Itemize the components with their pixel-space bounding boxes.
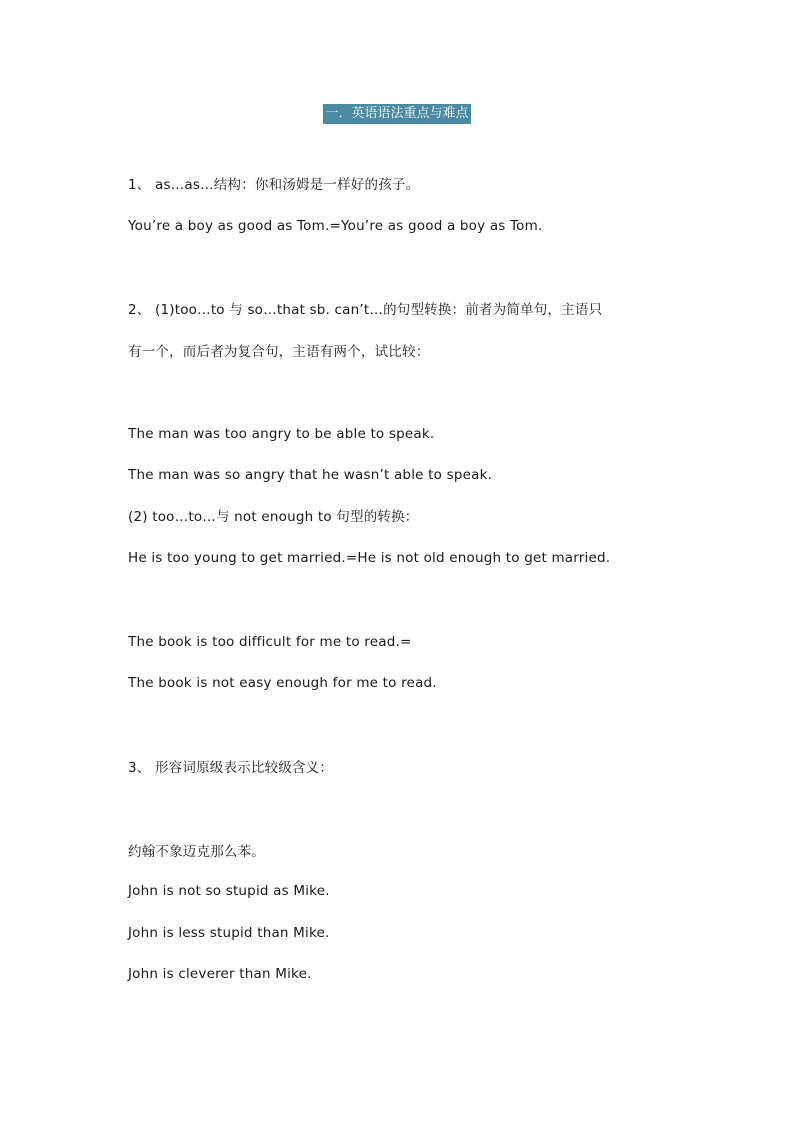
point-3-example-2: John is less stupid than Mike.: [128, 925, 330, 941]
point-3-chinese-example: 约翰不象迈克那么苯。: [128, 844, 265, 860]
point-3-heading: 3、 形容词原级表示比较级含义：: [128, 760, 334, 776]
point-2-subheading: (2) too…to…与 not enough to 句型的转换：: [128, 509, 419, 525]
point-3-example-1: John is not so stupid as Mike.: [128, 883, 330, 899]
point-2-example-1b: The man was so angry that he wasn’t able to speak.: [128, 467, 493, 483]
section-title: 一．英语语法重点与难点: [323, 104, 470, 124]
point-3-example-3: John is cleverer than Mike.: [128, 966, 312, 982]
point-2-heading: 2、 (1)too…to 与 so…that sb. can’t…的句型转换：前者为简单句，主语只: [128, 302, 603, 318]
point-1-example: You’re a boy as good as Tom.=You’re as good a boy as Tom.: [128, 218, 543, 234]
point-2-example-2a: He is too young to get married.=He is not old enough to get married.: [128, 550, 611, 566]
point-2-example-1a: The man was too angry to be able to speak.: [128, 426, 435, 442]
point-2-heading-continued: 有一个，而后者为复合句，主语有两个，试比较：: [128, 344, 430, 360]
point-2-example-3a: The book is too difficult for me to read.=: [128, 634, 412, 650]
point-2-example-3b: The book is not easy enough for me to read.: [128, 675, 437, 691]
point-1-heading: 1、 as…as…结构：你和汤姆是一样好的孩子。: [128, 177, 420, 193]
title-wrapper: [0, 102, 794, 124]
